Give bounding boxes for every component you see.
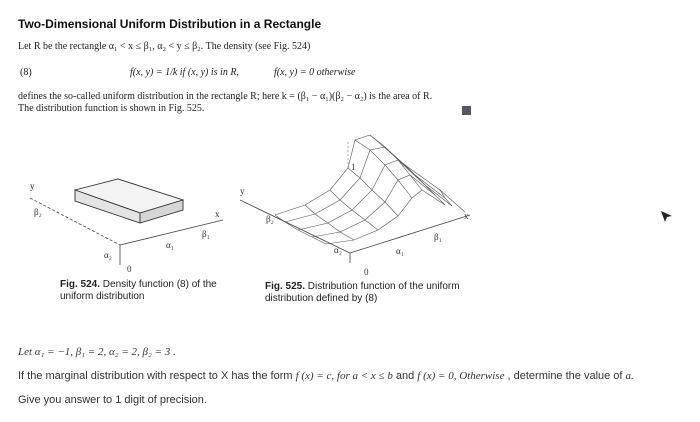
fig524-y-label: y: [30, 181, 35, 191]
section-heading: Two-Dimensional Uniform Distribution in a Rectangle: [18, 17, 322, 31]
intro-text: Let R be the rectangle α₁ < x ≤ β₁, α₂ < y ≤ β₂. The density (see Fig. 524): [18, 41, 311, 52]
fig525-alpha1-label: α₁: [396, 246, 404, 256]
figure-525-distribution: [230, 120, 480, 280]
fig525-beta1-label: β₁: [434, 232, 442, 242]
question-given: Let α₁ = −1, β₁ = 2, α₂ = 2, β₂ = 3 .: [18, 346, 176, 358]
fig524-origin-label: 0: [127, 264, 132, 274]
figure-524-density: [20, 125, 250, 275]
caption-number: Fig. 524.: [60, 279, 101, 290]
fig525-y-label: y: [240, 186, 245, 196]
fig524-beta2-label: β₂: [34, 207, 42, 217]
fig524-alpha2-label: α₂: [104, 250, 112, 260]
figure-524-caption: [60, 279, 240, 303]
caption-number: Fig. 525.: [265, 281, 306, 292]
equation-part-2: f(x, y) = 0 otherwise: [274, 67, 356, 78]
fig525-beta2-label: β₂: [266, 214, 274, 224]
equation-number: (8): [20, 67, 32, 78]
caption-text: Density function (8) of the uniform distribution: [60, 279, 217, 302]
distribution-note: The distribution function is shown in Fig. 525.: [18, 103, 205, 114]
fig524-beta1-label: β₁: [202, 229, 210, 239]
caption-text: Distribution function of the uniform distribution defined by (8): [265, 281, 460, 304]
surface-grid: [275, 135, 465, 244]
question-precision: Give you answer to 1 digit of precision.: [18, 394, 207, 406]
fig525-one-label: 1: [351, 162, 356, 172]
figure-525-caption: [265, 281, 465, 305]
fig525-alpha2-label: α₂: [334, 245, 342, 255]
mouse-cursor-icon: [660, 210, 674, 224]
question-prompt: If the marginal distribution with respect to X has the form f (x) = c, for a < x ≤ b and f (x) = 0, Otherwise , determine the value of a.: [18, 370, 634, 382]
fig525-origin-label: 0: [364, 267, 369, 277]
definition-text: defines the so-called uniform distribution in the rectangle R; here k = (β₁ − α₁)(β₂ − α₂) is the area of R.: [18, 91, 433, 102]
fig524-alpha1-label: α₁: [166, 240, 174, 250]
fig524-x-label: x: [215, 209, 220, 219]
equation-part-1: f(x, y) = 1/k if (x, y) is in R,: [130, 67, 239, 78]
fig525-x-label: x: [464, 211, 469, 221]
end-of-proof-mark: [462, 106, 471, 115]
